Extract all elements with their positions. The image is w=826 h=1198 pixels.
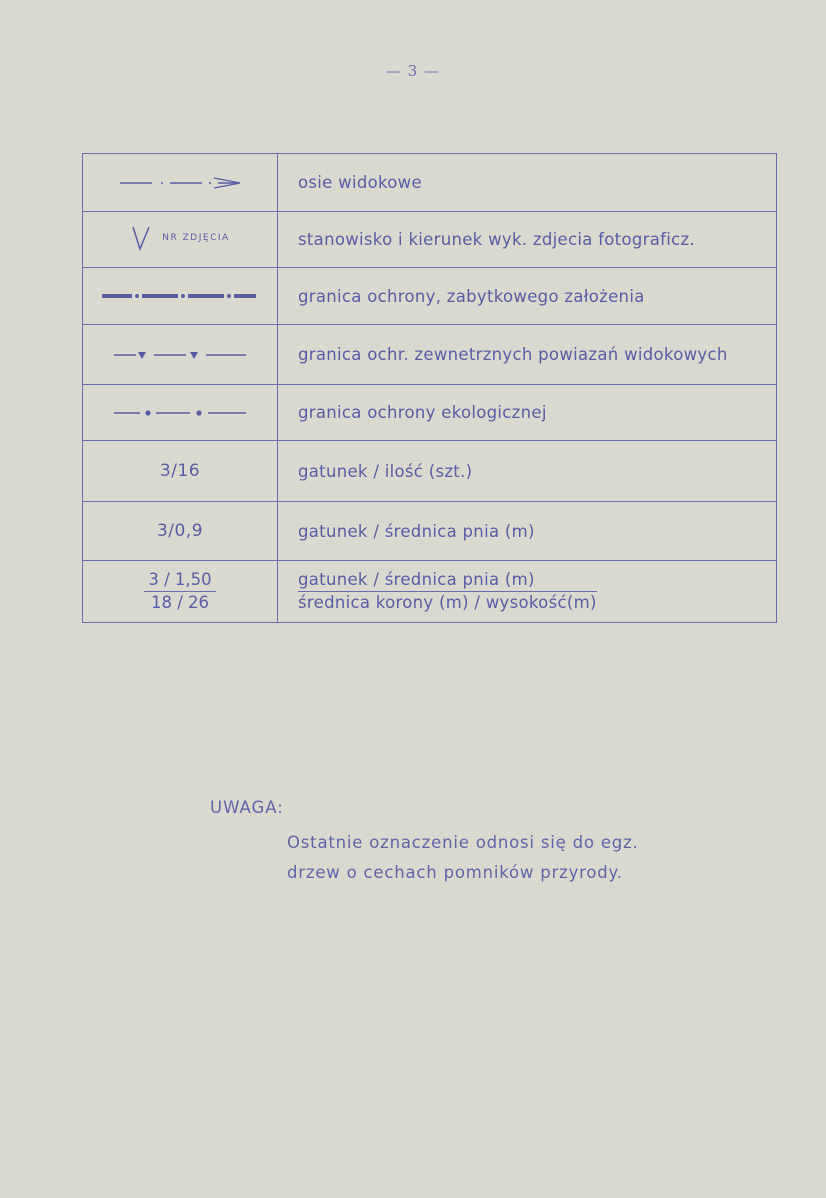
legend-symbol-cell	[83, 268, 278, 325]
legend-symbol-cell	[83, 561, 278, 623]
legend-symbol-cell	[83, 385, 278, 441]
legend-row	[83, 561, 777, 623]
legend-symbol-cell	[83, 502, 278, 561]
fraction-bottom: 18 / 26	[150, 593, 210, 612]
species-trunk-symbol: 3/0,9	[156, 521, 204, 541]
legend-row	[83, 441, 777, 502]
legend-description: gatunek / średnica pnia (m)	[278, 502, 777, 561]
legend-description: granica ochr. zewnetrznych powiazań widokowych	[278, 325, 777, 385]
legend-symbol-cell	[83, 441, 278, 502]
fraction-description	[298, 569, 597, 614]
note-line-1: Ostatnie oznaczenie odnosi się do egz.	[287, 833, 639, 852]
legend-description: stanowisko i kierunek wyk. zdjecia fotograficz.	[278, 212, 777, 268]
fraction-symbol	[144, 569, 215, 614]
legend-description: granica ochrony, zabytkowego założenia	[278, 268, 777, 325]
note-line-2: drzew o cechach pomników przyrody.	[287, 863, 623, 882]
legend-row	[83, 154, 777, 212]
photo-number-label: NR ZDJĘCIA	[162, 232, 230, 243]
legend-description: granica ochrony ekologicznej	[278, 385, 777, 441]
page-number: — 3 —	[385, 62, 441, 80]
legend-symbol-cell	[83, 154, 278, 212]
legend-row	[83, 325, 777, 385]
legend-row	[83, 268, 777, 325]
legend-symbol-cell	[83, 325, 278, 385]
fraction-description-bottom: średnica korony (m) / wysokość(m)	[298, 593, 597, 612]
legend-description	[278, 561, 777, 623]
legend-description: osie widokowe	[278, 154, 777, 212]
note-body	[287, 828, 639, 888]
line-with-dots-icon	[110, 405, 250, 421]
legend-description: gatunek / ilość (szt.)	[278, 441, 777, 502]
thick-dash-dot-line-icon	[100, 289, 260, 303]
note-title: UWAGA:	[210, 798, 284, 817]
legend-row	[83, 502, 777, 561]
species-count-symbol: 3/16	[159, 461, 201, 481]
legend-symbol-cell	[83, 212, 278, 268]
fraction-top: 3 / 1,50	[144, 569, 215, 592]
legend-table	[82, 153, 777, 623]
legend-row	[83, 385, 777, 441]
legend-row	[83, 212, 777, 268]
v-marker-icon	[130, 225, 152, 251]
line-with-triangles-icon	[110, 347, 250, 363]
dash-dot-arrow-line-icon	[110, 173, 250, 193]
fraction-description-top: gatunek / średnica pnia (m)	[298, 569, 597, 592]
